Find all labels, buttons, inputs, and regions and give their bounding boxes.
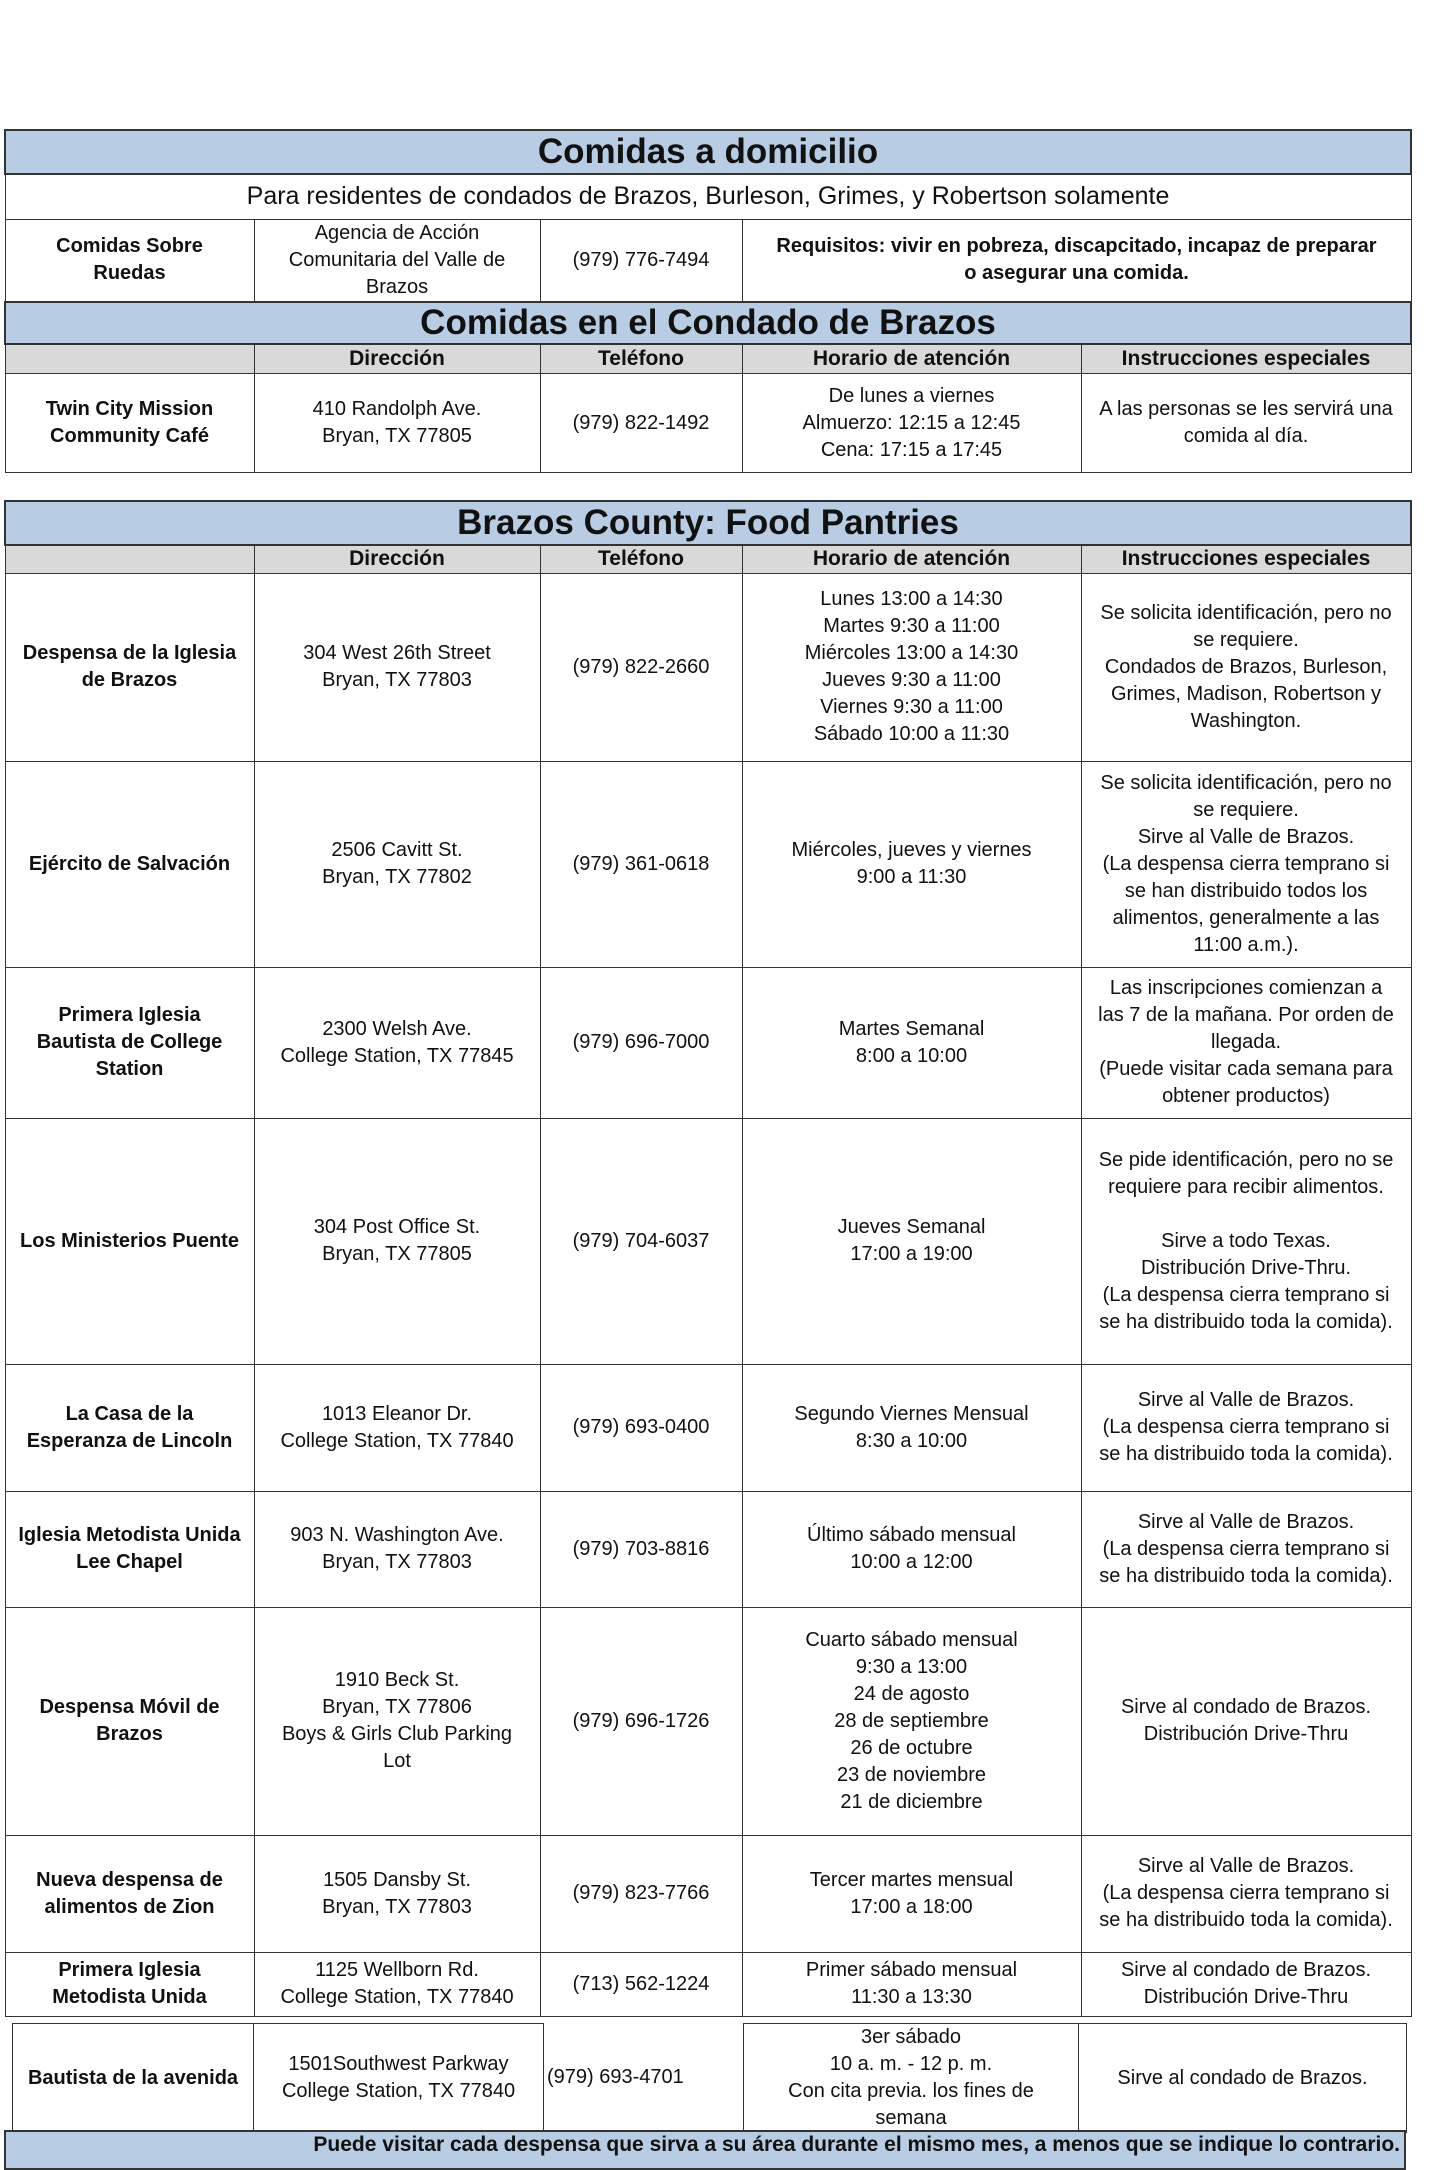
cell-line: se ha distribuido toda la comida). — [1099, 1310, 1393, 1333]
cell-line: Se solicita identificación, pero no — [1100, 771, 1392, 794]
cell-line: 24 de agosto — [853, 1682, 970, 1705]
cell-line: 21 de diciembre — [840, 1790, 983, 1813]
cell-notes — [1081, 573, 1411, 761]
cell-line: 1501Southwest Parkway — [288, 2053, 509, 2075]
cell-line: Distribución Drive-Thru — [1143, 1723, 1349, 1745]
cell-name — [5, 1835, 254, 1952]
cell-notes — [1081, 1118, 1411, 1364]
cell-line: se requiere. — [1193, 798, 1299, 821]
cell-name — [5, 1491, 254, 1607]
cell-line: Bryan, TX 77805 — [322, 425, 472, 447]
table-row — [5, 1118, 1411, 1364]
cell-name — [5, 1118, 254, 1364]
cell-notes — [1081, 1491, 1411, 1607]
cell-line: Último sábado mensual — [807, 1524, 1016, 1546]
cell-line: Bryan, TX 77806 — [322, 1696, 472, 1718]
cell-name — [5, 1607, 254, 1835]
cell-line: llegada. — [1210, 1031, 1282, 1053]
cell-line: alimentos, generalmente a las — [1112, 906, 1380, 929]
cell-line: La Casa de la — [65, 1402, 194, 1425]
cell-phone — [540, 1607, 742, 1835]
cell-line: College Station, TX 77840 — [281, 2080, 516, 2102]
cell-phone — [540, 1118, 742, 1364]
cell-line: Bryan, TX 77805 — [322, 1243, 472, 1265]
cell-line: se ha distribuido toda la comida). — [1099, 1443, 1393, 1465]
cell-line: 1125 Wellborn Rd. — [315, 1959, 479, 1981]
cell-line: 9:00 a 11:30 — [856, 866, 967, 888]
cell-line: Grimes, Madison, Robertson y — [1110, 682, 1382, 705]
cell-line: Miércoles, jueves y viernes — [791, 839, 1032, 861]
cell-line: obtener productos) — [1162, 1085, 1330, 1107]
section-title: Comidas en el Condado de Brazos — [5, 302, 1411, 344]
cell-line: Jueves 9:30 a 11:00 — [822, 669, 1001, 691]
cell-line: Sirve al Valle de Brazos. — [1137, 1510, 1355, 1533]
cell-notes — [1081, 1607, 1411, 1835]
cell-line: Tercer martes mensual — [809, 1868, 1014, 1891]
cell-line: 8:30 a 10:00 — [855, 1429, 968, 1452]
cell-phone — [540, 967, 742, 1118]
cell-hours — [742, 1952, 1081, 2016]
column-header: Teléfono — [540, 344, 742, 374]
cell-hours — [742, 967, 1081, 1118]
cell-line: Cena: 17:15 a 17:45 — [820, 438, 1003, 461]
section-title: Comidas a domicilio — [5, 130, 1411, 174]
cell-phone — [544, 2024, 744, 2133]
cell-line: Brazos — [365, 275, 429, 298]
footer-note: Puede visitar cada despensa que sirva a su área durante el mismo mes, a menos que se indique lo contrario. — [4, 2130, 1406, 2170]
cell-phone — [540, 1491, 742, 1607]
cell-line: Distribución Drive-Thru. — [1140, 1256, 1352, 1279]
cell-line: Nueva despensa de — [36, 1868, 223, 1891]
cell-line: Comunitaria del Valle de — [288, 248, 506, 271]
cell-line: 10:00 a 12:00 — [850, 1551, 973, 1573]
cell-name — [5, 761, 254, 967]
cell-line: College Station, TX 77840 — [280, 1429, 514, 1452]
cell-line: Comidas Sobre — [56, 235, 203, 257]
cell-hours — [742, 573, 1081, 761]
cell-address — [254, 1607, 540, 1835]
cell-name — [13, 2024, 254, 2133]
cell-line: 304 West 26th Street — [303, 642, 491, 664]
cell-line: Almuerzo: 12:15 a 12:45 — [802, 411, 1021, 434]
cell-line: Se pide identificación, pero no se — [1098, 1148, 1394, 1171]
cell-hours — [742, 1118, 1081, 1364]
cell-line: (La despensa cierra temprano si — [1102, 852, 1390, 875]
cell-line: Ruedas — [93, 262, 166, 284]
cell-line: Martes Semanal — [838, 1017, 985, 1040]
cell-line: Iglesia Metodista Unida — [18, 1524, 241, 1546]
cell-line: (979) 693-4701 — [547, 2066, 684, 2089]
table-row — [5, 1952, 1411, 2016]
cell-line: se requiere. — [1193, 628, 1299, 651]
cell-line: Las inscripciones comienzan a — [1109, 977, 1383, 999]
cell-phone — [540, 761, 742, 967]
cell-line: las 7 de la mañana. Por orden de — [1098, 1004, 1394, 1026]
cell-phone — [540, 1364, 742, 1491]
cell-line: Primera Iglesia — [58, 1004, 201, 1026]
food-pantries-table — [4, 500, 1412, 2017]
cell-line: Bautista de College — [36, 1031, 223, 1053]
table-row — [5, 967, 1411, 1118]
cell-line: (979) 704-6037 — [572, 1229, 710, 1252]
cell-line: Metodista Unida — [52, 1986, 207, 2008]
cell-line: (Puede visitar cada semana para — [1099, 1058, 1393, 1080]
section-title: Brazos County: Food Pantries — [5, 501, 1411, 545]
cell-line: requiere para recibir alimentos. — [1108, 1175, 1384, 1198]
cell-line: Sirve al condado de Brazos. — [1120, 1696, 1372, 1718]
cell-line: 1013 Eleanor Dr. — [321, 1402, 473, 1425]
column-header: Horario de atención — [742, 545, 1081, 573]
cell-line: Condados de Brazos, Burleson, — [1104, 655, 1388, 678]
home-meals-table — [4, 129, 1412, 473]
cell-line: (979) 696-1726 — [572, 1709, 710, 1732]
cell-hours — [744, 2024, 1079, 2133]
cell-line: Despensa Móvil de — [39, 1696, 220, 1718]
cell-agency — [254, 219, 540, 302]
cell-name — [5, 1364, 254, 1491]
cell-line: 2506 Cavitt St. — [331, 839, 463, 861]
cell-notes — [1081, 761, 1411, 967]
cell-line: 17:00 a 19:00 — [850, 1243, 973, 1265]
cell-hours — [742, 1835, 1081, 1952]
cell-line: A las personas se les servirá una — [1099, 398, 1393, 420]
cell-notes — [1081, 967, 1411, 1118]
cell-line: Bryan, TX 77803 — [322, 669, 472, 691]
cell-phone — [540, 1952, 742, 2016]
cell-line: Sirve a todo Texas. — [1161, 1229, 1331, 1252]
cell-line: Miércoles 13:00 a 14:30 — [804, 642, 1019, 664]
cell-line: alimentos de Zion — [44, 1895, 215, 1918]
table-row — [5, 1364, 1411, 1491]
cell-hours — [742, 1607, 1081, 1835]
column-header — [5, 545, 254, 573]
cell-line: (713) 562-1224 — [572, 1972, 710, 1995]
cell-line: Agencia de Acción — [314, 221, 480, 244]
cell-notes — [1081, 1835, 1411, 1952]
table-row — [5, 1491, 1411, 1607]
cell-phone — [540, 573, 742, 761]
cell-name — [5, 967, 254, 1118]
cell-hours — [742, 1364, 1081, 1491]
cell-line: 1505 Dansby St. — [323, 1868, 471, 1891]
cell-line: Primer sábado mensual — [805, 1959, 1018, 1981]
section-subtitle: Para residentes de condados de Brazos, Burleson, Grimes, y Robertson solamente — [5, 174, 1411, 219]
cell-line: Martes 9:30 a 11:00 — [823, 615, 1000, 637]
table-row — [5, 1835, 1411, 1952]
cell-address — [254, 761, 540, 967]
cell-line: (979) 822-2660 — [572, 655, 710, 678]
cell-phone — [540, 219, 742, 302]
cell-line: se han distribuido todos los — [1124, 879, 1368, 902]
table-row — [5, 219, 1411, 302]
cell-address — [254, 1491, 540, 1607]
cell-address — [254, 374, 540, 473]
cell-line: Community Café — [50, 425, 209, 447]
cell-line: Bryan, TX 77803 — [322, 1551, 472, 1573]
cell-hours — [742, 374, 1081, 473]
column-header: Horario de atención — [742, 344, 1081, 374]
table-row — [13, 2024, 1407, 2133]
cell-address — [254, 573, 540, 761]
cell-address — [254, 1118, 540, 1364]
cell-line: Sirve al condado de Brazos. — [1117, 2066, 1368, 2089]
cell-line: Washington. — [1190, 709, 1302, 732]
cell-line: (979) 696-7000 — [572, 1031, 710, 1053]
cell-line: 1910 Beck St. — [334, 1669, 460, 1691]
cell-line: Ejército de Salvación — [28, 852, 231, 875]
cell-line: (979) 776-7494 — [572, 248, 710, 271]
cell-address — [254, 1952, 540, 2016]
cell-address — [254, 1835, 540, 1952]
cell-line: (979) 361-0618 — [572, 852, 710, 875]
cell-line: Primera Iglesia — [58, 1959, 201, 1981]
cell-address — [254, 967, 540, 1118]
cell-line: 26 de octubre — [850, 1736, 973, 1759]
cell-line: Distribución Drive-Thru — [1143, 1986, 1349, 2008]
cell-line: Sirve al Valle de Brazos. — [1137, 1855, 1355, 1877]
cell-notes — [1081, 1952, 1411, 2016]
cell-address — [254, 2024, 544, 2133]
cell-line: Despensa de la Iglesia — [22, 642, 237, 664]
cell-line: 304 Post Office St. — [313, 1216, 481, 1238]
cell-line: (979) 823-7766 — [572, 1882, 710, 1904]
cell-line: de Brazos — [81, 669, 178, 691]
cell-line: Requisitos: vivir en pobreza, discapcitado, incapaz de preparar — [776, 235, 1377, 257]
cell-line: College Station, TX 77840 — [280, 1986, 514, 2008]
cell-line: comida al día. — [1183, 425, 1309, 447]
cell-line: Bryan, TX 77803 — [322, 1895, 472, 1918]
cell-line: (La despensa cierra temprano si — [1102, 1416, 1390, 1438]
cell-line: Lot — [383, 1750, 411, 1772]
table-row — [5, 573, 1411, 761]
cell-notes — [1081, 1364, 1411, 1491]
cell-line: se ha distribuido toda la comida). — [1099, 1564, 1393, 1587]
cell-line: (La despensa cierra temprano si — [1102, 1283, 1390, 1306]
column-header: Dirección — [254, 344, 540, 374]
column-header: Dirección — [254, 545, 540, 573]
cell-line: Sirve al condado de Brazos. — [1120, 1959, 1372, 1981]
cell-line: 903 N. Washington Ave. — [290, 1524, 504, 1546]
cell-line: (979) 693-0400 — [572, 1416, 710, 1438]
cell-line: Brazos — [96, 1723, 163, 1745]
cell-line: Viernes 9:30 a 11:00 — [820, 696, 1003, 718]
cell-line: Lee Chapel — [76, 1551, 183, 1573]
cell-requirements — [742, 219, 1411, 302]
table-row — [5, 374, 1411, 473]
cell-line: 11:30 a 13:30 — [851, 1986, 972, 2008]
cell-line: Twin City Mission — [45, 398, 214, 420]
cell-line: Bautista de la avenida — [27, 2066, 239, 2089]
cell-line: Station — [95, 1058, 164, 1080]
cell-line: Se solicita identificación, pero no — [1100, 601, 1392, 624]
cell-line: Sirve al Valle de Brazos. — [1137, 1389, 1355, 1411]
cell-line: Bryan, TX 77802 — [322, 866, 472, 888]
cell-notes — [1081, 374, 1411, 473]
cell-hours — [742, 1491, 1081, 1607]
cell-line: (La despensa cierra temprano si — [1102, 1882, 1390, 1904]
cell-name — [5, 374, 254, 473]
column-header — [5, 344, 254, 374]
column-header: Teléfono — [540, 545, 742, 573]
cell-name — [5, 573, 254, 761]
cell-phone — [540, 1835, 742, 1952]
cell-line: Cuarto sábado mensual — [805, 1628, 1018, 1651]
cell-notes — [1079, 2024, 1407, 2133]
cell-line: se ha distribuido toda la comida). — [1099, 1909, 1393, 1931]
cell-line — [1085, 1201, 1408, 1228]
cell-line: 2300 Welsh Ave. — [322, 1017, 472, 1040]
column-header: Instrucciones especiales — [1081, 545, 1411, 573]
extra-pantry-table — [12, 2023, 1407, 2133]
cell-line: Los Ministerios Puente — [20, 1229, 239, 1252]
table-row — [5, 1607, 1411, 1835]
cell-line: Boys & Girls Club Parking — [281, 1723, 513, 1745]
cell-name — [5, 219, 254, 302]
cell-line: (979) 703-8816 — [572, 1537, 710, 1560]
cell-line: Con cita previa. los fines de — [788, 2080, 1034, 2102]
table-row — [5, 761, 1411, 967]
cell-line: (La despensa cierra temprano si — [1102, 1537, 1390, 1560]
cell-line: College Station, TX 77845 — [280, 1044, 514, 1067]
cell-line: Esperanza de Lincoln — [26, 1429, 233, 1452]
cell-hours — [742, 761, 1081, 967]
cell-line: Sirve al Valle de Brazos. — [1137, 825, 1355, 848]
cell-line: 3er sábado — [860, 2026, 962, 2048]
cell-line: 9:30 a 13:00 — [855, 1655, 968, 1678]
cell-line: De lunes a viernes — [828, 384, 995, 407]
cell-address — [254, 1364, 540, 1491]
cell-line: 17:00 a 18:00 — [850, 1895, 973, 1918]
cell-line: Lunes 13:00 a 14:30 — [820, 588, 1003, 610]
cell-line: 23 de noviembre — [837, 1763, 986, 1786]
cell-line: semana — [875, 2107, 947, 2129]
cell-line: Sábado 10:00 a 11:30 — [813, 723, 1010, 745]
column-header: Instrucciones especiales — [1081, 344, 1411, 374]
cell-line: Segundo Viernes Mensual — [794, 1402, 1029, 1425]
cell-line: (979) 822-1492 — [572, 411, 710, 434]
cell-line: 8:00 a 10:00 — [855, 1044, 968, 1067]
cell-line: Jueves Semanal — [837, 1216, 986, 1238]
cell-line: 10 a. m. - 12 p. m. — [829, 2053, 993, 2075]
cell-line: 410 Randolph Ave. — [312, 398, 482, 420]
cell-line: 11:00 a.m.). — [1193, 933, 1299, 956]
cell-line: 28 de septiembre — [834, 1709, 989, 1732]
cell-phone — [540, 374, 742, 473]
cell-line: o asegurar una comida. — [964, 262, 1189, 284]
cell-name — [5, 1952, 254, 2016]
